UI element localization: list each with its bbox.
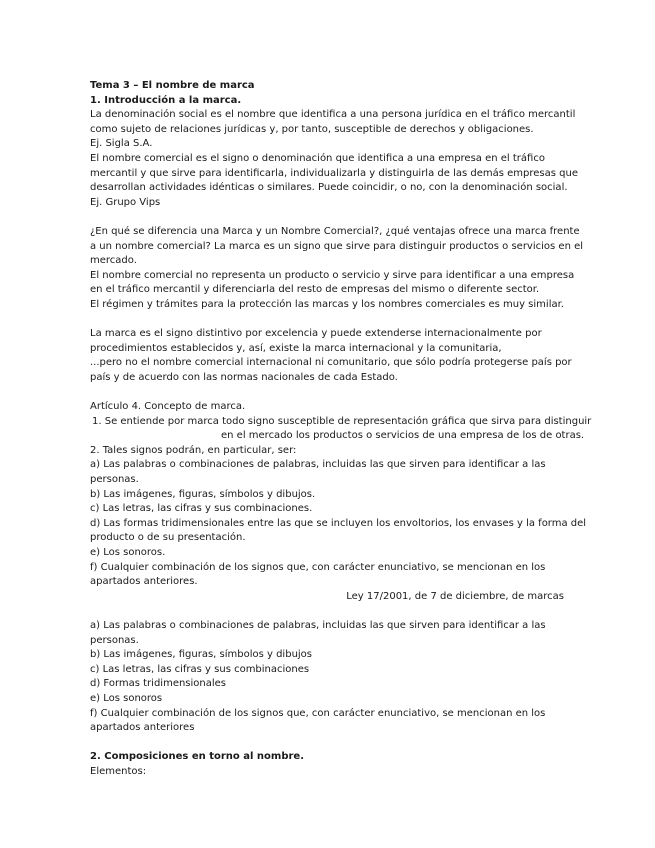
article-title: Artículo 4. Concepto de marca. xyxy=(90,401,246,413)
sign-types-list xyxy=(90,619,568,736)
elements-label: Elementos: xyxy=(90,765,147,777)
text-line: El nombre comercial no representa un producto o servicio y sirve para identificar a una empresa xyxy=(90,269,575,281)
text-line: personas. xyxy=(90,474,139,486)
text-line: a un nombre comercial? La marca es un signo que sirve para distinguir productos o servicios en el xyxy=(90,240,584,252)
text-line: país y de acuerdo con las normas nacionales de cada Estado. xyxy=(90,371,398,383)
text-line: mercado. xyxy=(90,255,137,267)
text-line: d) Las formas tridimensionales entre las que se incluyen los envoltorios, los envases y la forma del xyxy=(90,517,587,529)
text-line: c) Las letras, las cifras y sus combinaciones. xyxy=(90,503,313,515)
list-item: apartados anteriores xyxy=(90,722,195,734)
text-line: producto o de su presentación. xyxy=(90,532,246,544)
text-line: desarrollan actividades idénticas o similares. Puede coincidir, o no, con la denominación social. xyxy=(90,182,568,194)
text-line: e) Los sonoros. xyxy=(90,547,166,558)
text-line: mercantil y que sirve para identificarla, individualizarla y distinguirla de las demás empresas que xyxy=(90,167,578,179)
text-line: La marca es el signo distintivo por excelencia y puede extenderse internacionalmente por xyxy=(90,328,542,340)
text-line: como sujeto de relaciones jurídicas y, por tanto, susceptible de derechos y obligaciones. xyxy=(90,123,534,135)
paragraph-denominacion xyxy=(90,108,578,210)
text-line: b) Las imágenes, figuras, símbolos y dibujos. xyxy=(90,488,316,500)
text-line: ...pero no el nombre comercial internacional ni comunitario, que sólo podría protegerse país por xyxy=(90,357,572,369)
text-line: 2. Tales signos podrán, en particular, ser: xyxy=(90,444,297,456)
section-heading: 2. Composiciones en torno al nombre. xyxy=(90,751,305,763)
list-item: c) Las letras, las cifras y sus combinaciones xyxy=(90,663,310,675)
section-heading: 1. Introducción a la marca. xyxy=(90,94,242,106)
list-item: f) Cualquier combinación de los signos que, con carácter enunciativo, se mencionan en los xyxy=(90,707,546,719)
text-line: en el tráfico mercantil y diferenciarla del resto de empresas del mismo o diferente sector. xyxy=(90,284,540,296)
law-citation: Ley 17/2001, de 7 de diciembre, de marcas xyxy=(346,590,564,602)
paragraph-internacional xyxy=(90,327,572,385)
text-line: en el mercado los productos o servicios de una empresa de los de otras. xyxy=(221,430,585,442)
list-item: b) Las imágenes, figuras, símbolos y dibujos xyxy=(90,649,313,661)
text-line: apartados anteriores. xyxy=(90,576,198,588)
text-line: Ej. Sigla S.A. xyxy=(90,138,153,150)
text-line: ¿En qué se diferencia una Marca y un Nombre Comercial?, ¿qué ventajas ofrece una marca frente xyxy=(90,225,580,237)
list-item: e) Los sonoros xyxy=(90,692,163,704)
text-line: procedimientos establecidos y, así, existe la marca internacional y la comunitaria, xyxy=(90,342,502,354)
document-body xyxy=(90,79,592,780)
list-item: d) Formas tridimensionales xyxy=(90,678,227,690)
text-line: 1. Se entiende por marca todo signo susceptible de representación gráfica que sirva para distinguir xyxy=(92,415,592,427)
text-line: a) Las palabras o combinaciones de palabras, incluidas las que sirven para identificar a las xyxy=(90,459,546,471)
text-line: Ej. Grupo Vips xyxy=(90,196,161,208)
article-4 xyxy=(90,400,592,604)
list-item: personas. xyxy=(90,634,139,646)
text-line: El régimen y trámites para la protección las marcas y los nombres comerciales es muy similar. xyxy=(90,298,564,310)
text-line: La denominación social es el nombre que identifica a una persona jurídica en el tráfico mercantil xyxy=(90,109,576,121)
list-item: a) Las palabras o combinaciones de palabras, incluidas las que sirven para identificar a las xyxy=(90,619,546,631)
document-title: Tema 3 – El nombre de marca xyxy=(90,80,255,91)
text-line: f) Cualquier combinación de los signos que, con carácter enunciativo, se mencionan en los xyxy=(90,561,546,573)
paragraph-diferencia xyxy=(90,225,584,313)
text-line: El nombre comercial es el signo o denominación que identifica a una empresa en el tráfico xyxy=(90,152,545,164)
